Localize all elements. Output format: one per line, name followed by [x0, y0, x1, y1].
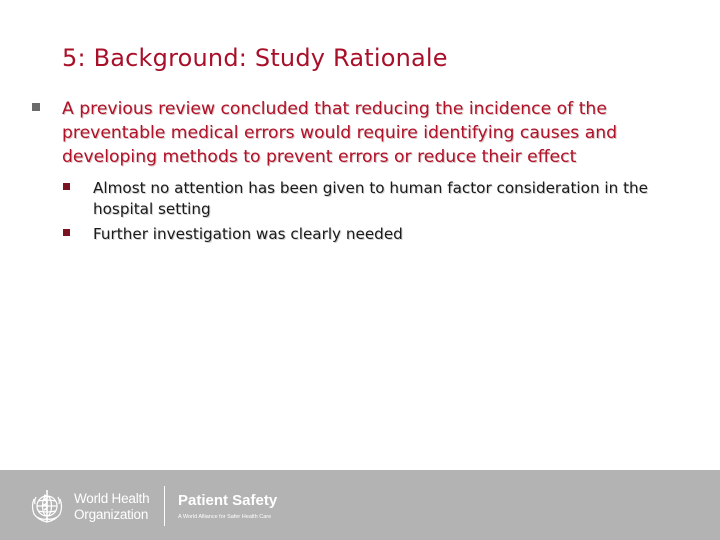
slide-title: 5: Background: Study Rationale [62, 44, 448, 72]
bullet-item [32, 97, 692, 169]
organization-name-line1: World Health [74, 491, 150, 506]
footer-bar [0, 470, 720, 540]
bullet-text: A previous review concluded that reducing the incidence of the preventable medical errors would require identifying causes and developing methods to prevent errors or reduce their effect [62, 99, 618, 167]
organization-name [74, 491, 149, 523]
square-bullet-icon [32, 103, 40, 111]
footer-divider [164, 486, 165, 526]
organization-name-line2: Organization [74, 507, 149, 522]
who-emblem-icon [28, 487, 66, 525]
sub-bullet-text: Almost no attention has been given to human factor consideration in the hospital setting [93, 179, 648, 218]
sub-bullet-item [63, 224, 692, 245]
square-bullet-icon [63, 229, 70, 236]
program-title: Patient Safety [178, 492, 278, 509]
square-bullet-icon [63, 183, 70, 190]
sub-bullet-item [63, 178, 692, 220]
sub-bullet-list [63, 178, 692, 245]
slide-content [32, 97, 692, 249]
program-tagline: A World Alliance for Safer Health Care [178, 514, 272, 520]
sub-bullet-text: Further investigation was clearly needed [93, 225, 403, 243]
